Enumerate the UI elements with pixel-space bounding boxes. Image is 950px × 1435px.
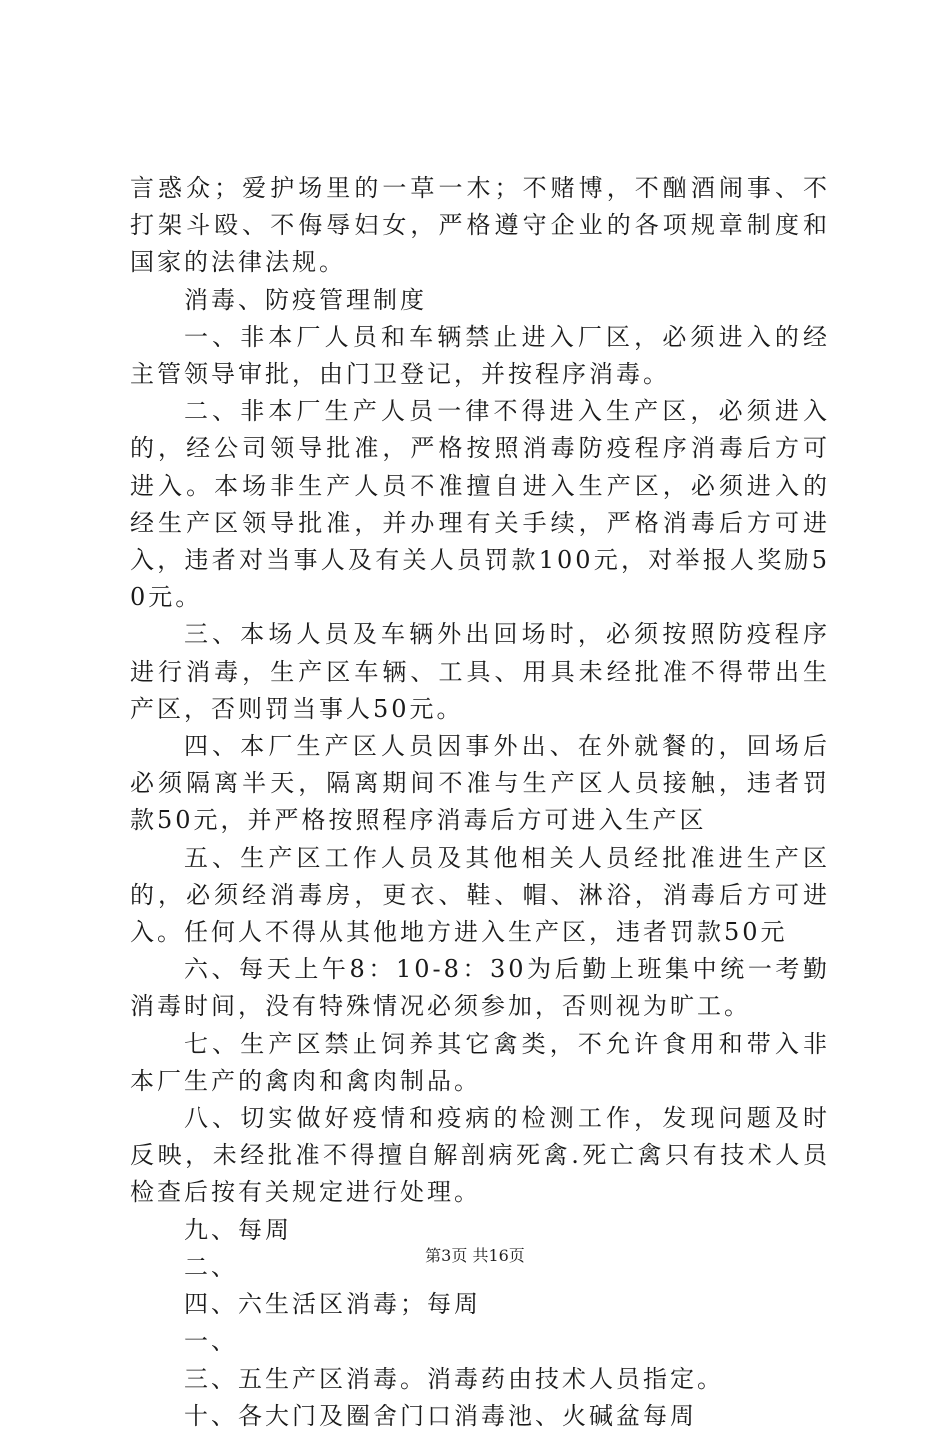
- paragraph-item-5: 五、生产区工作人员及其他相关人员经批准进生产区的，必须经消毒房，更衣、鞋、帽、淋浴，消毒后方可进入。任何人不得从其他地方进入生产区，违者罚款50元: [130, 843, 830, 947]
- section-heading: 消毒、防疫管理制度: [184, 285, 427, 314]
- paragraph-fragment: 四、六生活区消毒；每周: [184, 1290, 481, 1319]
- paragraph-continued: 言惑众；爱护场里的一草一木；不赌博，不酗酒闹事、不打架斗殴、不侮辱妇女，严格遵守企业的各项规章制度和国家的法律法规。: [130, 174, 830, 277]
- paragraph-fragment: 一、: [184, 1327, 238, 1356]
- paragraph-item-3: 三、本场人员及车辆外出回场时，必须按照防疫程序进行消毒，生产区车辆、工具、用具未经批准不得带出生产区，否则罚当事人50元。: [130, 620, 830, 723]
- paragraph-fragment: 三、五生产区消毒。消毒药由技术人员指定。: [184, 1364, 724, 1393]
- paragraph-item-9: 九、每周: [184, 1215, 292, 1244]
- paragraph-item-7: 七、生产区禁止饲养其它禽类，不允许食用和带入非本厂生产的禽肉和禽肉制品。: [130, 1029, 830, 1095]
- paragraph-item-1: 一、非本厂人员和车辆禁止进入厂区，必须进入的经主管领导审批，由门卫登记，并按程序消毒。: [130, 322, 830, 389]
- paragraph-item-2: 二、非本厂生产人员一律不得进入生产区，必须进入的，经公司领导批准，严格按照消毒防疫程序消毒后方可进入。本场非生产人员不准擅自进入生产区，必须进入的经生产区领导批准，并办理有关手续，严格消毒后方可进入，违者对当事人及有关人员罚款100元，对举报人奖励50元。: [130, 397, 830, 612]
- page-number-footer: 第3页 共16页: [425, 1246, 525, 1265]
- paragraph-item-10: 十、各大门及圈舍门口消毒池、火碱盆每周: [184, 1401, 697, 1430]
- paragraph-fragment: 二、: [184, 1252, 238, 1281]
- paragraph-item-6: 六、每天上午8：10-8：30为后勤上班集中统一考勤消毒时间，没有特殊情况必须参加，否则视为旷工。: [130, 955, 830, 1021]
- paragraph-item-8: 八、切实做好疫情和疫病的检测工作，发现问题及时反映，未经批准不得擅自解剖病死禽.死亡禽只有技术人员检查后按有关规定进行处理。: [130, 1104, 830, 1207]
- paragraph-item-4: 四、本厂生产区人员因事外出、在外就餐的，回场后必须隔离半天，隔离期间不准与生产区人员接触，违者罚款50元，并严格按照程序消毒后方可进入生产区: [130, 732, 830, 835]
